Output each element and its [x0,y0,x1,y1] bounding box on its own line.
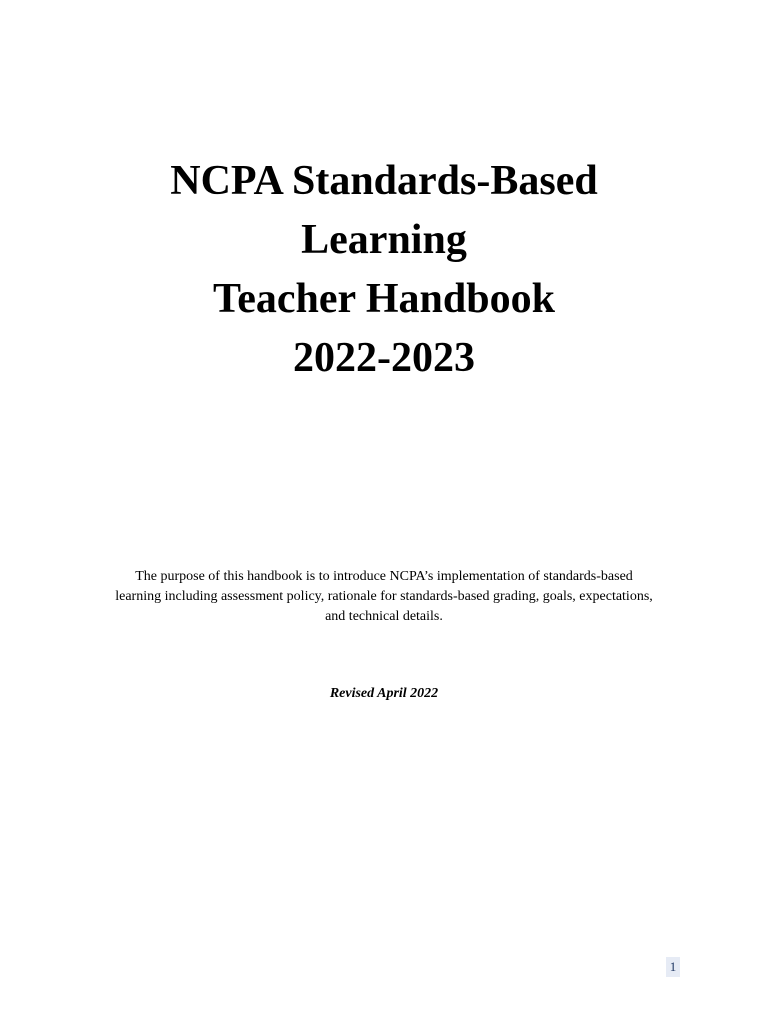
title-line-2: Learning [301,217,467,263]
purpose-paragraph [84,567,684,627]
title-line-4: 2022-2023 [293,335,475,381]
purpose-line-1: The purpose of this handbook is to introduce NCPA’s implementation of standards-based [135,569,633,584]
purpose-line-2: learning including assessment policy, rationale for standards-based grading, goals, expectations, [115,589,653,604]
title-line-1: NCPA Standards-Based [170,158,598,204]
revised-date: Revised April 2022 [329,686,439,701]
purpose-line-3: and technical details. [325,609,443,624]
title-line-3: Teacher Handbook [213,276,555,322]
page-number: 1 [666,957,680,977]
document-title [0,152,768,388]
